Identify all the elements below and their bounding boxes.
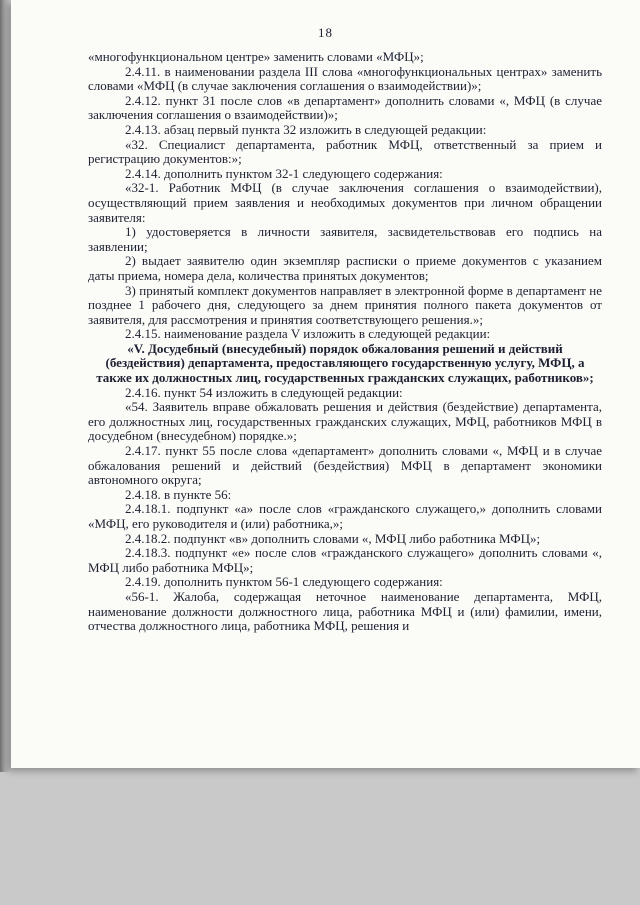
paragraph: 2.4.19. дополнить пунктом 56-1 следующего содержания: bbox=[125, 574, 443, 590]
paragraph: 2.4.14. дополнить пунктом 32-1 следующего содержания: bbox=[125, 165, 443, 181]
paragraph: 2.4.18.3. подпункт «е» после слов «гражданского служащего» дополнить словами «, МФЦ либо работника МФЦ»; bbox=[88, 545, 602, 575]
paragraph: 2.4.12. пункт 31 после слов «в департамент» дополнить словами «, МФЦ (в случае заключения соглашения о взаимодействии)»; bbox=[88, 92, 602, 123]
paragraph: «V. Досудебный (внесудебный) порядок обжалования решений и действий (бездействия) департамента, предоставляющего государственную услугу, МФЦ, а также их должностных лиц, государственных гражданских служащих, работников»; bbox=[96, 340, 594, 386]
paragraph: 2.4.11. в наименовании раздела III слова «многофункциональных центрах» заменить словами «МФЦ (в случае заключения соглашения о взаимодействии)»; bbox=[88, 63, 602, 94]
paragraph: 2.4.18.2. подпункт «в» дополнить словами «, МФЦ либо работника МФЦ»; bbox=[125, 530, 541, 546]
paragraph: «54. Заявитель вправе обжаловать решения и действия (бездействие) департамента, его должностных лиц, государственных гражданских служащих, МФЦ, работников МФЦ в досудебном (внесудебном) порядке.»; bbox=[88, 399, 602, 444]
paragraph: 2.4.13. абзац первый пункта 32 изложить в следующей редакции: bbox=[125, 121, 487, 137]
paragraph: 2.4.18. в пункте 56: bbox=[125, 486, 232, 502]
paragraph: 2) выдает заявителю один экземпляр расписки о приеме документов с указанием даты приема, номера дела, количества принятых документов; bbox=[88, 253, 602, 283]
document-page bbox=[11, 0, 640, 768]
page-number: 18 bbox=[318, 25, 333, 40]
paragraph: 2.4.16. пункт 54 изложить в следующей редакции: bbox=[125, 384, 403, 400]
paragraph: 2.4.17. пункт 55 после слова «департамент» дополнить словами «, МФЦ и в случае обжалования решений и действий (бездействия) МФЦ в департамент экономики автономного округа; bbox=[88, 443, 602, 488]
paragraph: 1) удостоверяется в личности заявителя, засвидетельствовав его подпись на заявлении; bbox=[88, 224, 602, 254]
paragraph: «32-1. Работник МФЦ (в случае заключения соглашения о взаимодействии), осуществляющий прием заявления и необходимых документов при личном обращении заявителя: bbox=[88, 180, 602, 225]
paragraph: «32. Специалист департамента, работник МФЦ, ответственный за прием и регистрацию документов:»; bbox=[88, 136, 602, 167]
scan-edge-shadow bbox=[0, 0, 11, 772]
paragraph: 2.4.18.1. подпункт «а» после слов «гражданского служащего,» дополнить словами «МФЦ, его руководителя и (или) работника,»; bbox=[88, 501, 602, 531]
document-body bbox=[11, 41, 640, 634]
paragraph: 2.4.15. наименование раздела V изложить в следующей редакции: bbox=[125, 326, 491, 342]
paragraph: 3) принятый комплект документов направляет в электронной форме в департамент не позднее 1 рабочего дня, следующего за днем принятия полного пакета документов от заявителя, для рассмотрения и принятия соответствующего решения.»; bbox=[88, 282, 602, 327]
paragraph: «56-1. Жалоба, содержащая неточное наименование департамента, МФЦ, наименование должности должностного лица, работника МФЦ и (или) фамилии, имени, отчества должностного лица, работника МФЦ, решения и bbox=[88, 588, 602, 634]
paragraph: «многофункциональном центре» заменить словами «МФЦ»; bbox=[88, 49, 424, 64]
